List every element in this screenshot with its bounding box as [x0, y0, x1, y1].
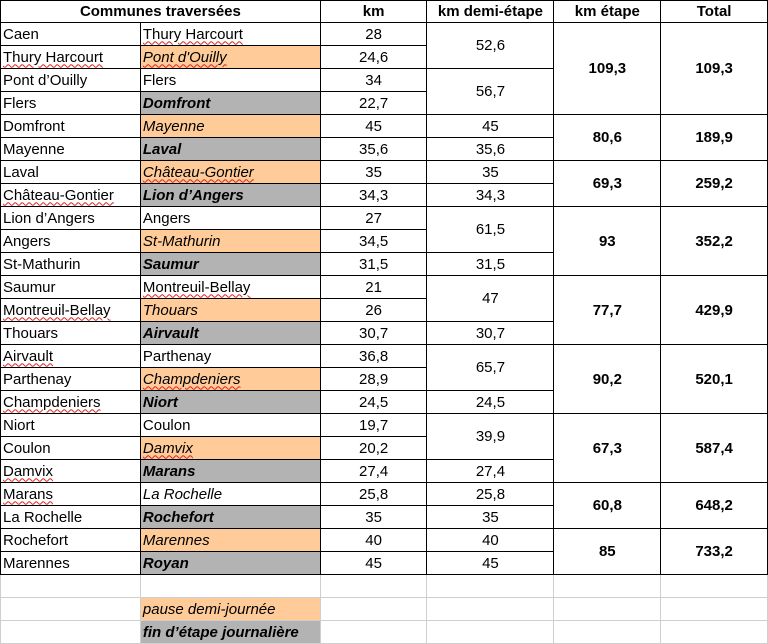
- cell-commune-from[interactable]: Coulon: [1, 437, 141, 460]
- cell-total[interactable]: 648,2: [661, 483, 768, 529]
- empty-cell[interactable]: [554, 598, 661, 621]
- header-communes[interactable]: Communes traversées: [1, 1, 321, 23]
- cell-commune-to[interactable]: Mayenne: [140, 115, 320, 138]
- cell-commune-from[interactable]: Marennes: [1, 552, 141, 575]
- cell-km[interactable]: 45: [320, 552, 427, 575]
- cell-commune-to[interactable]: Marennes: [140, 529, 320, 552]
- cell-commune-to[interactable]: Pont d'Ouilly: [140, 46, 320, 69]
- cell-commune-from[interactable]: Rochefort: [1, 529, 141, 552]
- cell-commune-from[interactable]: Mayenne: [1, 138, 141, 161]
- cell-commune-from[interactable]: Flers: [1, 92, 141, 115]
- cell-commune-to[interactable]: Champdeniers: [140, 368, 320, 391]
- cell-commune-from[interactable]: Thury Harcourt: [1, 46, 141, 69]
- header-km-etape[interactable]: km étape: [554, 1, 661, 23]
- cell-km[interactable]: 34: [320, 69, 427, 92]
- cell-km-etape[interactable]: 67,3: [554, 414, 661, 483]
- legend-end-row: [1, 621, 768, 644]
- cell-commune-from[interactable]: Saumur: [1, 276, 141, 299]
- cell-commune-from[interactable]: La Rochelle: [1, 506, 141, 529]
- cell-commune-from[interactable]: Lion d’Angers: [1, 207, 141, 230]
- cell-km-etape[interactable]: 90,2: [554, 345, 661, 414]
- table-body: [1, 23, 768, 644]
- cell-commune-from[interactable]: Airvault: [1, 345, 141, 368]
- empty-cell[interactable]: [427, 598, 554, 621]
- empty-cell[interactable]: [554, 621, 661, 644]
- cell-commune-from[interactable]: Niort: [1, 414, 141, 437]
- cell-km-demi-etape[interactable]: 31,5: [427, 253, 554, 276]
- cell-commune-from[interactable]: Château-Gontier: [1, 184, 141, 207]
- cell-km-demi-etape[interactable]: 30,7: [427, 322, 554, 345]
- cell-km-demi-etape[interactable]: 40: [427, 529, 554, 552]
- cell-km-etape[interactable]: 69,3: [554, 161, 661, 207]
- cell-km[interactable]: 22,7: [320, 92, 427, 115]
- cell-km[interactable]: 30,7: [320, 322, 427, 345]
- cell-km-etape[interactable]: 60,8: [554, 483, 661, 529]
- cell-km-demi-etape[interactable]: 47: [427, 276, 554, 322]
- cell-total[interactable]: 587,4: [661, 414, 768, 483]
- cell-commune-to[interactable]: Parthenay: [140, 345, 320, 368]
- cell-km-demi-etape[interactable]: 27,4: [427, 460, 554, 483]
- cell-total[interactable]: 520,1: [661, 345, 768, 414]
- cell-commune-from[interactable]: Damvix: [1, 460, 141, 483]
- table-row: [1, 483, 768, 506]
- cell-km-demi-etape[interactable]: 52,6: [427, 23, 554, 69]
- cell-km[interactable]: 24,6: [320, 46, 427, 69]
- cell-km[interactable]: 36,8: [320, 345, 427, 368]
- cell-km-demi-etape[interactable]: 25,8: [427, 483, 554, 506]
- cell-commune-from[interactable]: Domfront: [1, 115, 141, 138]
- cell-commune-from[interactable]: Angers: [1, 230, 141, 253]
- cell-km-demi-etape[interactable]: 39,9: [427, 414, 554, 460]
- cell-commune-from[interactable]: Champdeniers: [1, 391, 141, 414]
- cell-total[interactable]: 429,9: [661, 276, 768, 345]
- cell-km[interactable]: 35: [320, 161, 427, 184]
- header-row: [1, 1, 768, 23]
- cell-commune-to[interactable]: Château-Gontier: [140, 161, 320, 184]
- cell-commune-to[interactable]: La Rochelle: [140, 483, 320, 506]
- cell-commune-from[interactable]: St-Mathurin: [1, 253, 141, 276]
- blank-row: [1, 575, 768, 598]
- cell-km[interactable]: 34,3: [320, 184, 427, 207]
- legend-pause[interactable]: pause demi-journée: [140, 598, 320, 621]
- cell-commune-to[interactable]: Flers: [140, 69, 320, 92]
- cell-km[interactable]: 24,5: [320, 391, 427, 414]
- cell-commune-to[interactable]: Thouars: [140, 299, 320, 322]
- cell-km[interactable]: 27: [320, 207, 427, 230]
- cell-commune-to[interactable]: Airvault: [140, 322, 320, 345]
- cell-commune-to[interactable]: Lion d’Angers: [140, 184, 320, 207]
- cell-total[interactable]: 109,3: [661, 23, 768, 115]
- cell-km-etape[interactable]: 77,7: [554, 276, 661, 345]
- table-row: [1, 414, 768, 437]
- table-row: [1, 207, 768, 230]
- legend-end[interactable]: fin d’étape journalière: [140, 621, 320, 644]
- cell-total[interactable]: 733,2: [661, 529, 768, 575]
- header-total[interactable]: Total: [661, 1, 768, 23]
- cell-km-demi-etape[interactable]: 61,5: [427, 207, 554, 253]
- empty-cell[interactable]: [320, 621, 427, 644]
- table-row: [1, 345, 768, 368]
- cell-km-demi-etape[interactable]: 45: [427, 552, 554, 575]
- empty-cell[interactable]: [427, 621, 554, 644]
- cell-km[interactable]: 40: [320, 529, 427, 552]
- cell-km-demi-etape[interactable]: 35,6: [427, 138, 554, 161]
- cell-km-demi-etape[interactable]: 35: [427, 506, 554, 529]
- cell-km[interactable]: 20,2: [320, 437, 427, 460]
- cell-commune-to[interactable]: St-Mathurin: [140, 230, 320, 253]
- cell-km[interactable]: 35,6: [320, 138, 427, 161]
- cell-km[interactable]: 35: [320, 506, 427, 529]
- empty-cell[interactable]: [661, 575, 768, 598]
- empty-cell[interactable]: [661, 621, 768, 644]
- cell-commune-to[interactable]: Thury Harcourt: [140, 23, 320, 46]
- cell-commune-to[interactable]: Saumur: [140, 253, 320, 276]
- cell-commune-to[interactable]: Laval: [140, 138, 320, 161]
- cell-commune-from[interactable]: Thouars: [1, 322, 141, 345]
- empty-cell[interactable]: [320, 598, 427, 621]
- cell-km-etape[interactable]: 109,3: [554, 23, 661, 115]
- cell-commune-to[interactable]: Royan: [140, 552, 320, 575]
- cell-km-demi-etape[interactable]: 24,5: [427, 391, 554, 414]
- cell-km[interactable]: 31,5: [320, 253, 427, 276]
- cell-km-demi-etape[interactable]: 45: [427, 115, 554, 138]
- cell-km-demi-etape[interactable]: 34,3: [427, 184, 554, 207]
- header-km[interactable]: km: [320, 1, 427, 23]
- cell-total[interactable]: 189,9: [661, 115, 768, 161]
- cell-km-etape[interactable]: 85: [554, 529, 661, 575]
- cell-km-etape[interactable]: 93: [554, 207, 661, 276]
- cell-km[interactable]: 28: [320, 23, 427, 46]
- cell-km[interactable]: 34,5: [320, 230, 427, 253]
- cell-total[interactable]: 259,2: [661, 161, 768, 207]
- cell-commune-to[interactable]: Marans: [140, 460, 320, 483]
- cell-commune-to[interactable]: Angers: [140, 207, 320, 230]
- cell-commune-to[interactable]: Domfront: [140, 92, 320, 115]
- table-row: [1, 115, 768, 138]
- cell-km-etape[interactable]: 80,6: [554, 115, 661, 161]
- cell-commune-from[interactable]: Pont d’Ouilly: [1, 69, 141, 92]
- cell-km[interactable]: 26: [320, 299, 427, 322]
- cell-commune-to[interactable]: Rochefort: [140, 506, 320, 529]
- table-row: [1, 23, 768, 46]
- legend-pause-row: [1, 598, 768, 621]
- table-row: [1, 161, 768, 184]
- table-row: [1, 276, 768, 299]
- cell-total[interactable]: 352,2: [661, 207, 768, 276]
- cell-km[interactable]: 27,4: [320, 460, 427, 483]
- cell-commune-from[interactable]: Marans: [1, 483, 141, 506]
- empty-cell[interactable]: [1, 598, 141, 621]
- cell-km-demi-etape[interactable]: 65,7: [427, 345, 554, 391]
- cell-km-demi-etape[interactable]: 35: [427, 161, 554, 184]
- cell-commune-from[interactable]: Caen: [1, 23, 141, 46]
- empty-cell[interactable]: [1, 575, 141, 598]
- empty-cell[interactable]: [140, 575, 320, 598]
- empty-cell[interactable]: [661, 598, 768, 621]
- cell-commune-to[interactable]: Niort: [140, 391, 320, 414]
- empty-cell[interactable]: [554, 575, 661, 598]
- empty-cell[interactable]: [427, 575, 554, 598]
- cell-commune-from[interactable]: Laval: [1, 161, 141, 184]
- empty-cell[interactable]: [1, 621, 141, 644]
- table-row: [1, 529, 768, 552]
- cell-commune-to[interactable]: Damvix: [140, 437, 320, 460]
- cell-km[interactable]: 19,7: [320, 414, 427, 437]
- cell-km[interactable]: 28,9: [320, 368, 427, 391]
- cell-commune-to[interactable]: Montreuil-Bellay: [140, 276, 320, 299]
- cell-km-demi-etape[interactable]: 56,7: [427, 69, 554, 115]
- cell-commune-from[interactable]: Montreuil-Bellay: [1, 299, 141, 322]
- header-km-demi-etape[interactable]: km demi-étape: [427, 1, 554, 23]
- cell-commune-to[interactable]: Coulon: [140, 414, 320, 437]
- cell-km[interactable]: 45: [320, 115, 427, 138]
- cell-km[interactable]: 25,8: [320, 483, 427, 506]
- cell-km[interactable]: 21: [320, 276, 427, 299]
- empty-cell[interactable]: [320, 575, 427, 598]
- cell-commune-from[interactable]: Parthenay: [1, 368, 141, 391]
